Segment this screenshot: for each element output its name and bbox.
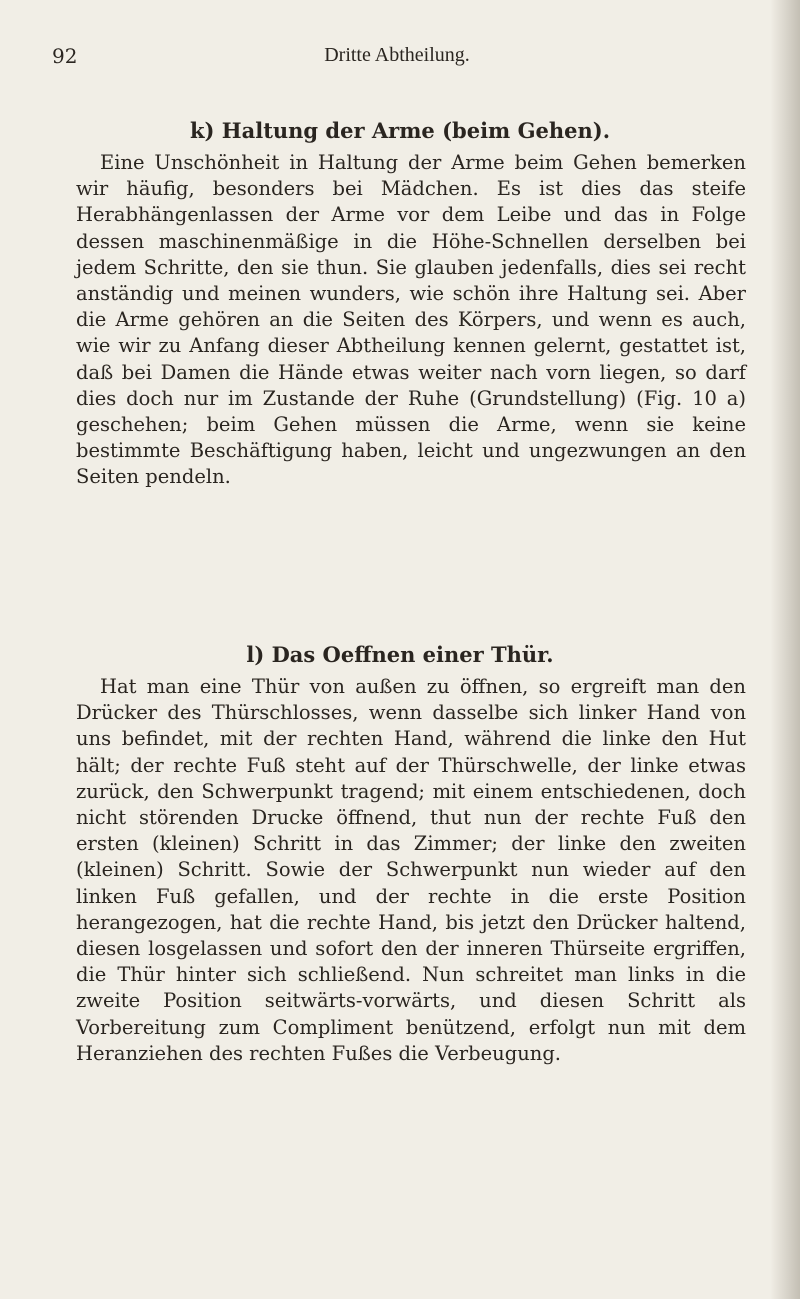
section-heading-opening-door: l) Das Oeffnen einer Thür. [246,642,554,667]
page-edge-shadow [770,0,800,1299]
page-number: 92 [52,44,78,68]
section-heading-arm-posture: k) Haltung der Arme (beim Gehen). [189,118,611,143]
paragraph-arm-posture: Eine Unschönheit in Haltung der Arme beim Gehen bemerken wir häufig, besonders bei Mädchen. Es ist dies das steife Herabhängenlassen der Arme vor dem Leibe und das in Folge dessen maschinenmäßige in die Höhe-Schnellen derselben bei jedem Schritte, den sie thun. Sie glauben jedenfalls, dies sei recht anständig und meinen wunders, wie schön ihre Haltung sei. Aber die Arme gehören an die Seiten des Körpers, und wenn es auch, wie wir zu Anfang dieser Abtheilung kennen gelernt, gestattet ist, daß bei Damen die Hände etwas weiter nach vorn liegen, so darf dies doch nur im Zustande der Ruhe (Grundstellung) (Fig. 10 a) geschehen; beim Gehen müssen die Arme, wenn sie keine bestimmte Beschäftigung haben, leicht und ungezwungen an den Seiten pendeln. [76,151,746,489]
paragraph-opening-door: Hat man eine Thür von außen zu öffnen, so ergreift man den Drücker des Thürschlosses, wenn dasselbe sich linker Hand von uns befindet, mit der rechten Hand, während die linke den Hut hält; der rechte Fuß steht auf der Thürschwelle, der linke etwas zurück, den Schwerpunkt tragend; mit einem entschiedenen, doch nicht störenden Drucke öffnend, thut nun der rechte Fuß den ersten (kleinen) Schritt in das Zimmer; der linke den zweiten (kleinen) Schritt. Sowie der Schwerpunkt nun wieder auf den linken Fuß gefallen, und der rechte in die erste Position herangezogen, hat die rechte Hand, bis jetzt den Drücker haltend, diesen losgelassen und sofort den der inneren Thürseite ergriffen, die Thür hinter sich schließend. Nun schreitet man links in die zweite Position seitwärts-vorwärts, und diesen Schritt als Vorbereitung zum Compliment benützend, erfolgt nun mit dem Heranziehen des rechten Fußes die Verbeugung. [76,675,746,1065]
running-title: Dritte Abtheilung. [324,44,470,66]
